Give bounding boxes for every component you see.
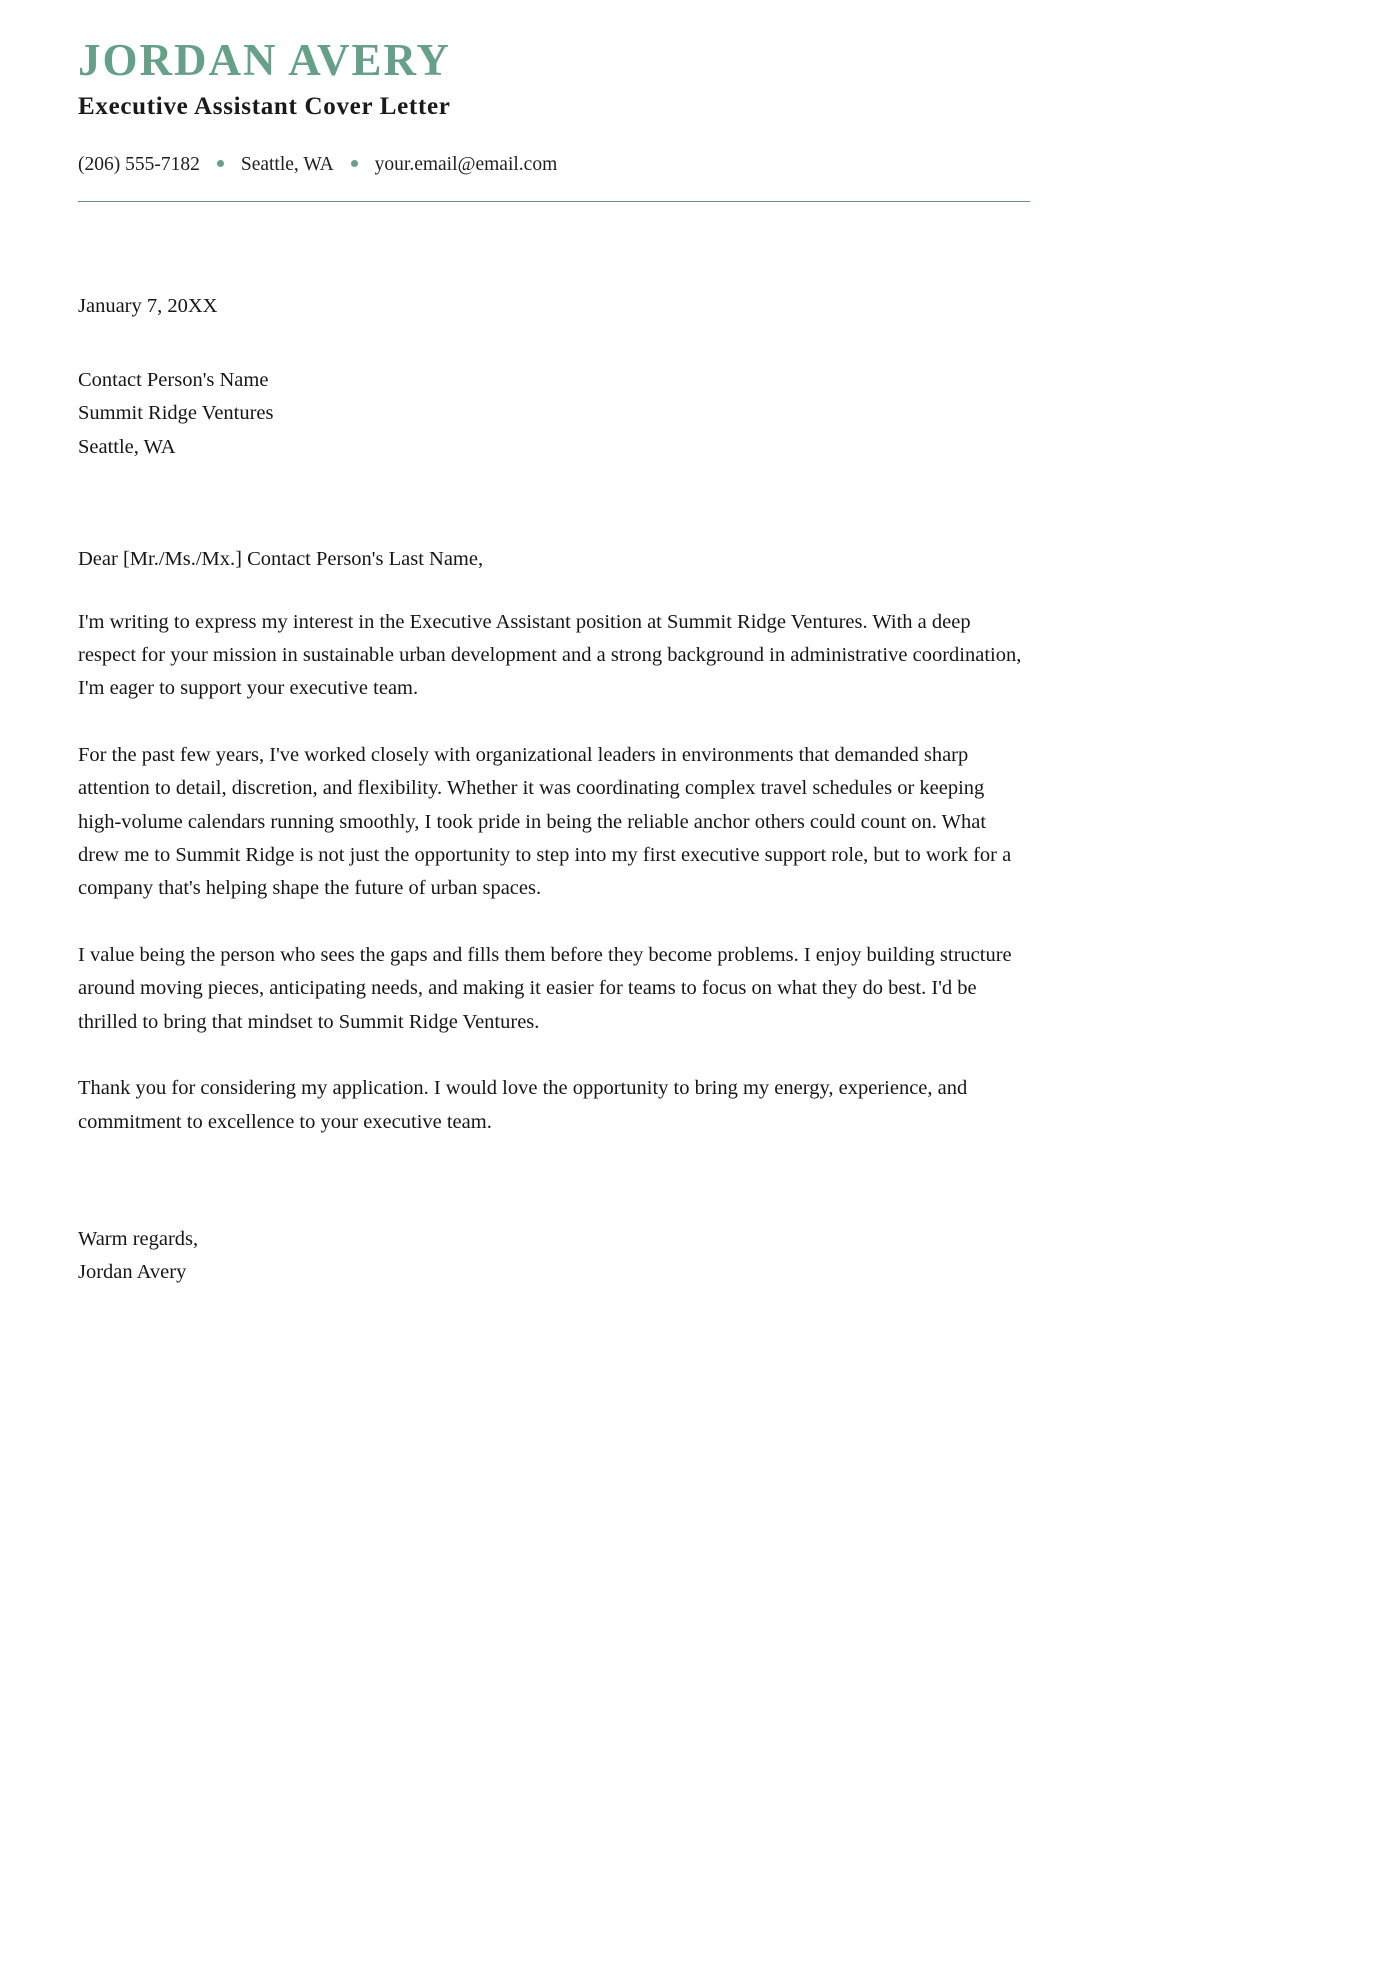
contact-location: Seattle, WA — [240, 153, 334, 175]
contact-phone: (206) 555-7182 — [78, 153, 200, 175]
bullet-separator-icon — [351, 160, 358, 167]
signature-name: Jordan Avery — [78, 1261, 187, 1284]
closing-phrase: Warm regards, — [78, 1227, 199, 1250]
recipient-address-block — [78, 364, 1028, 464]
recipient-line: Summit Ridge Ventures — [78, 402, 274, 425]
contact-line — [78, 152, 1036, 177]
letter-date: January 7, 20XX — [78, 295, 218, 318]
letterhead — [78, 36, 1036, 202]
body-paragraph: I'm writing to express my interest in the Executive Assistant position at Summit Ridge Ventures. With a deep respect for your mission in sustainable urban development and a strong background in administrative coordination, I'm eager to support your executive team. — [78, 610, 1022, 700]
recipient-line: Contact Person's Name — [78, 368, 269, 391]
closing-block — [78, 1223, 1028, 1290]
body-paragraph: I value being the person who sees the gaps and fills them before they become problems. I enjoy building structure around moving pieces, anticipating needs, and making it easier for teams to focus on what they do best. I'd be thrilled to bring that mindset to Summit Ridge Ventures. — [78, 943, 1012, 1033]
recipient-line: Seattle, WA — [78, 435, 176, 458]
body-paragraph: For the past few years, I've worked closely with organizational leaders in environments that demanded sharp attention to detail, discretion, and flexibility. Whether it was coordinating complex travel schedules or keeping high-volume calendars running smoothly, I took pride in being the reliable anchor others could count on. What drew me to Summit Ridge is not just the opportunity to step into my first executive support role, but to work for a company that's helping shape the future of urban spaces. — [78, 743, 1012, 900]
header-divider — [78, 201, 1030, 202]
letter-body — [78, 294, 1028, 1290]
bullet-separator-icon — [217, 160, 224, 167]
document-subtitle: Executive Assistant Cover Letter — [78, 92, 451, 120]
body-paragraph: Thank you for considering my application. I would love the opportunity to bring my energy, experience, and commitment to excellence to your executive team. — [78, 1077, 968, 1133]
applicant-name: JORDAN AVERY — [78, 35, 451, 85]
salutation: Dear [Mr./Ms./Mx.] Contact Person's Last Name, — [78, 548, 484, 570]
contact-email: your.email@email.com — [374, 153, 558, 175]
